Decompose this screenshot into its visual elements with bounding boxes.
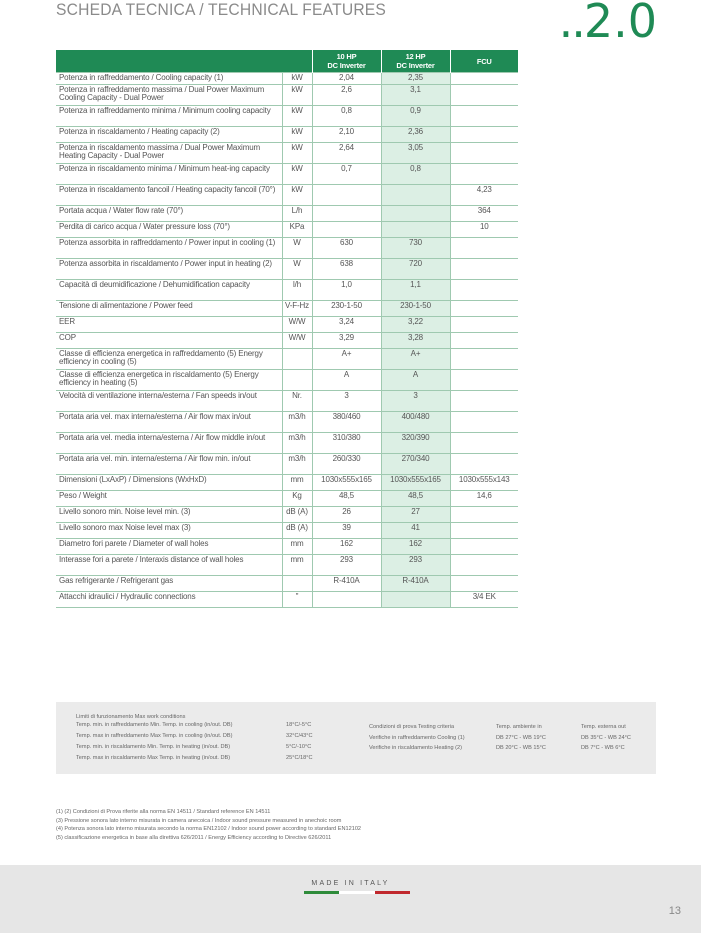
row-value-12hp: 720 [381, 258, 450, 279]
ambient-value: DB 20°C - WB 15°C [496, 745, 546, 751]
row-label: Attacchi idraulici / Hydraulic connections [56, 591, 282, 607]
row-label: Interasse fori a parete / Interaxis distance of wall holes [56, 554, 282, 575]
header-fcu: FCU [450, 50, 518, 73]
row-value-12hp: 0,9 [381, 105, 450, 126]
row-value-fcu [450, 142, 518, 163]
technical-features-table [56, 50, 518, 608]
row-value-10hp: 3 [312, 390, 381, 411]
limit-row-label: Temp. min. in raffreddamento Min. Temp. in cooling (in/out. DB) [76, 722, 233, 728]
row-value-12hp: 48,5 [381, 490, 450, 506]
table-row [56, 538, 518, 554]
row-value-fcu [450, 554, 518, 575]
row-value-fcu [450, 332, 518, 348]
table-row [56, 300, 518, 316]
row-label: Potenza assorbita in raffreddamento / Power input in cooling (1) [56, 237, 282, 258]
table-row [56, 554, 518, 575]
row-value-fcu [450, 411, 518, 432]
product-version [559, 0, 657, 48]
table-row [56, 126, 518, 142]
row-value-fcu [450, 453, 518, 474]
row-unit [282, 369, 312, 390]
version-dots: .. [558, 0, 584, 48]
row-value-fcu [450, 390, 518, 411]
row-value-10hp: 26 [312, 506, 381, 522]
row-value-fcu [450, 522, 518, 538]
row-value-fcu [450, 126, 518, 142]
row-unit: Nr. [282, 390, 312, 411]
row-label: Classe di efficienza energetica in raffreddamento (5) Energy efficiency in cooling (5) [56, 348, 282, 369]
row-unit: mm [282, 474, 312, 490]
italian-flag-icon [304, 891, 410, 894]
table-row [56, 332, 518, 348]
row-label: Portata aria vel. media interna/esterna / Air flow middle in/out [56, 432, 282, 453]
condition-label: Verifiche in riscaldamento Heating (2) [369, 745, 462, 751]
row-label: Livello sonoro max Noise level max (3) [56, 522, 282, 538]
flag-green-stripe [304, 891, 339, 894]
table-row [56, 237, 518, 258]
table-row [56, 432, 518, 453]
row-value-10hp: 1,0 [312, 279, 381, 300]
row-value-12hp: 2,35 [381, 73, 450, 85]
table-row [56, 474, 518, 490]
row-value-fcu: 10 [450, 221, 518, 237]
table-row [56, 522, 518, 538]
row-value-12hp: 3,1 [381, 84, 450, 105]
table-header-row [56, 50, 518, 73]
limit-row-value: 25°C/18°C [286, 755, 313, 761]
row-unit: l/h [282, 279, 312, 300]
row-label: Gas refrigerante / Refrigerant gas [56, 575, 282, 591]
row-value-fcu [450, 279, 518, 300]
row-value-10hp: 2,04 [312, 73, 381, 85]
row-value-12hp: 293 [381, 554, 450, 575]
row-label: Perdita di carico acqua / Water pressure loss (70°) [56, 221, 282, 237]
row-value-fcu [450, 506, 518, 522]
row-unit: W [282, 258, 312, 279]
table-row [56, 369, 518, 390]
row-value-12hp: 162 [381, 538, 450, 554]
row-unit: " [282, 591, 312, 607]
row-label: Portata acqua / Water flow rate (70°) [56, 205, 282, 221]
table-row [56, 591, 518, 607]
row-unit: mm [282, 554, 312, 575]
row-value-10hp: 0,7 [312, 163, 381, 184]
external-heading: Temp. esterna out [581, 724, 626, 730]
flag-red-stripe [375, 891, 410, 894]
row-value-fcu [450, 316, 518, 332]
row-value-12hp: 3 [381, 390, 450, 411]
table-row [56, 73, 518, 85]
row-label: Diametro fori parete / Diameter of wall holes [56, 538, 282, 554]
row-label: Capacità di deumidificazione / Dehumidification capacity [56, 279, 282, 300]
row-value-10hp: 260/330 [312, 453, 381, 474]
row-value-10hp: 293 [312, 554, 381, 575]
table-row [56, 506, 518, 522]
row-value-10hp: 638 [312, 258, 381, 279]
row-unit [282, 348, 312, 369]
row-value-10hp: 1030x555x165 [312, 474, 381, 490]
limit-row-value: 32°C/43°C [286, 733, 313, 739]
row-value-12hp: A [381, 369, 450, 390]
row-label: Potenza in riscaldamento fancoil / Heating capacity fancoil (70°) [56, 184, 282, 205]
row-value-fcu [450, 105, 518, 126]
row-value-12hp [381, 184, 450, 205]
row-value-10hp: 2,6 [312, 84, 381, 105]
row-label: Portata aria vel. min. interna/esterna / Air flow min. in/out [56, 453, 282, 474]
row-value-10hp: 39 [312, 522, 381, 538]
row-value-fcu: 3/4 EK [450, 591, 518, 607]
header-10hp: 10 HP DC Inverter [312, 50, 381, 73]
condition-label: Verifiche in raffreddamento Cooling (1) [369, 735, 465, 741]
row-unit: kW [282, 142, 312, 163]
row-value-10hp: 630 [312, 237, 381, 258]
row-value-12hp: 1,1 [381, 279, 450, 300]
row-value-10hp [312, 184, 381, 205]
row-value-12hp: 41 [381, 522, 450, 538]
row-unit: kW [282, 84, 312, 105]
row-label: Potenza assorbita in riscaldamento / Power input in heating (2) [56, 258, 282, 279]
table-row [56, 221, 518, 237]
row-value-10hp [312, 221, 381, 237]
table-row [56, 105, 518, 126]
header-unit-cell [282, 50, 312, 73]
footnotes [56, 808, 361, 843]
row-unit: KPa [282, 221, 312, 237]
row-value-10hp [312, 591, 381, 607]
row-label: Potenza in riscaldamento minima / Minimum heat-ing capacity [56, 163, 282, 184]
row-value-12hp: 400/480 [381, 411, 450, 432]
row-value-10hp: 162 [312, 538, 381, 554]
table-row [56, 142, 518, 163]
ambient-value: DB 27°C - WB 19°C [496, 735, 546, 741]
row-value-10hp: R-410A [312, 575, 381, 591]
table-row [56, 316, 518, 332]
table-row [56, 348, 518, 369]
row-value-10hp: A [312, 369, 381, 390]
row-unit: m3/h [282, 411, 312, 432]
table-row [56, 390, 518, 411]
table-row [56, 258, 518, 279]
row-value-fcu [450, 432, 518, 453]
limits-heading: Limiti di funzionamento Max work conditions [76, 714, 186, 720]
row-label: Potenza in raffreddamento massima / Dual Power Maximum Cooling Capacity - Dual Power [56, 84, 282, 105]
row-label: Tensione di alimentazione / Power feed [56, 300, 282, 316]
row-label: COP [56, 332, 282, 348]
row-label: Potenza in raffreddamento minima / Minimum cooling capacity [56, 105, 282, 126]
row-label: Dimensioni (LxAxP) / Dimensions (WxHxD) [56, 474, 282, 490]
row-label: Potenza in riscaldamento / Heating capacity (2) [56, 126, 282, 142]
row-value-12hp: 3,22 [381, 316, 450, 332]
row-unit: mm [282, 538, 312, 554]
row-value-fcu [450, 237, 518, 258]
work-conditions-panel [56, 702, 656, 774]
row-value-10hp [312, 205, 381, 221]
row-value-10hp: 3,29 [312, 332, 381, 348]
limit-row-value: 18°C/-5°C [286, 722, 312, 728]
row-value-12hp [381, 221, 450, 237]
page-title: SCHEDA TECNICA / TECHNICAL FEATURES [56, 0, 387, 19]
row-value-12hp: 27 [381, 506, 450, 522]
row-value-12hp: 3,28 [381, 332, 450, 348]
external-value: DB 35°C - WB 24°C [581, 735, 631, 741]
table-row [56, 575, 518, 591]
table-row [56, 490, 518, 506]
version-number: 2.0 [583, 0, 657, 48]
row-value-12hp: 730 [381, 237, 450, 258]
conditions-heading: Condizioni di prova Testing criteria [369, 724, 455, 730]
row-value-12hp: A+ [381, 348, 450, 369]
row-label: Potenza in raffreddamento / Cooling capacity (1) [56, 73, 282, 85]
row-value-12hp: 1030x555x165 [381, 474, 450, 490]
row-unit: m3/h [282, 432, 312, 453]
row-value-10hp: 2,64 [312, 142, 381, 163]
row-value-fcu [450, 258, 518, 279]
row-label: Portata aria vel. max interna/esterna / Air flow max in/out [56, 411, 282, 432]
footnote: (1) (2) Condizioni di Prova riferite alla norma EN 14511 / Standard reference EN 14511 [56, 809, 271, 815]
table-row [56, 205, 518, 221]
row-unit: kW [282, 184, 312, 205]
page-number: 13 [668, 905, 681, 917]
row-label: Velocità di ventilazione interna/esterna / Fan speeds in/out [56, 390, 282, 411]
row-value-12hp: R-410A [381, 575, 450, 591]
page-footer [0, 865, 701, 933]
limit-row-label: Temp. max in riscaldamento Max Temp. in heating (in/out. DB) [76, 755, 231, 761]
row-value-fcu: 4,23 [450, 184, 518, 205]
row-value-10hp: A+ [312, 348, 381, 369]
header-label-cell [56, 50, 282, 73]
ambient-heading: Temp. ambiente in [496, 724, 542, 730]
row-value-10hp: 380/460 [312, 411, 381, 432]
row-value-10hp: 310/380 [312, 432, 381, 453]
row-unit: kW [282, 126, 312, 142]
row-unit: m3/h [282, 453, 312, 474]
limit-row-label: Temp. max in raffreddamento Max Temp. in cooling (in/out. DB) [76, 733, 233, 739]
row-unit: kW [282, 73, 312, 85]
row-unit: L/h [282, 205, 312, 221]
row-unit: W [282, 237, 312, 258]
row-value-fcu: 364 [450, 205, 518, 221]
row-label: Classe di efficienza energetica in riscaldamento (5) Energy efficiency in heating (5) [56, 369, 282, 390]
row-value-12hp [381, 591, 450, 607]
row-label: Livello sonoro min. Noise level min. (3) [56, 506, 282, 522]
limit-row-value: 5°C/-10°C [286, 744, 312, 750]
header-12hp: 12 HP DC Inverter [381, 50, 450, 73]
table-row [56, 163, 518, 184]
row-value-fcu [450, 538, 518, 554]
made-in-italy-label: MADE IN ITALY [311, 880, 390, 887]
row-unit: W/W [282, 332, 312, 348]
footnote: (5) classificazione energetica in base alla direttiva 626/2011 / Energy Efficiency according to Directive 626/2011 [56, 835, 332, 842]
row-value-12hp: 2,36 [381, 126, 450, 142]
row-value-10hp: 48,5 [312, 490, 381, 506]
row-unit: W/W [282, 316, 312, 332]
row-value-fcu [450, 300, 518, 316]
footnote: (4) Potenza sonora lato interno misurata secondo la norma EN12102 / Indoor sound power according to standard EN12102 [56, 826, 362, 833]
row-unit: dB (A) [282, 506, 312, 522]
row-value-10hp: 2,10 [312, 126, 381, 142]
row-value-fcu [450, 84, 518, 105]
flag-white-stripe [339, 891, 374, 894]
row-value-12hp: 3,05 [381, 142, 450, 163]
row-value-fcu [450, 163, 518, 184]
row-value-10hp: 0,8 [312, 105, 381, 126]
row-value-fcu: 1030x555x143 [450, 474, 518, 490]
limit-row-label: Temp. min. in riscaldamento Min. Temp. in heating (in/out. DB) [76, 744, 231, 750]
row-unit: kW [282, 163, 312, 184]
row-label: EER [56, 316, 282, 332]
row-unit [282, 575, 312, 591]
row-value-fcu [450, 369, 518, 390]
table-row [56, 184, 518, 205]
row-value-12hp: 230-1-50 [381, 300, 450, 316]
row-value-12hp: 320/390 [381, 432, 450, 453]
row-label: Potenza in riscaldamento massima / Dual Power Maximum Heating Capacity - Dual Power [56, 142, 282, 163]
row-value-10hp: 230-1-50 [312, 300, 381, 316]
table-row [56, 453, 518, 474]
row-label: Peso / Weight [56, 490, 282, 506]
row-value-12hp: 270/340 [381, 453, 450, 474]
row-unit: dB (A) [282, 522, 312, 538]
row-value-12hp: 0,8 [381, 163, 450, 184]
row-value-fcu [450, 348, 518, 369]
table-row [56, 84, 518, 105]
table-row [56, 279, 518, 300]
footnote: (3) Pressione sonora lato interno misurata in camera anecoica / Indoor sound pressure measured in anechoic room [56, 817, 342, 824]
row-unit: V-F-Hz [282, 300, 312, 316]
row-value-10hp: 3,24 [312, 316, 381, 332]
row-value-fcu: 14,6 [450, 490, 518, 506]
row-unit: kW [282, 105, 312, 126]
table-row [56, 411, 518, 432]
row-value-12hp [381, 205, 450, 221]
external-value: DB 7°C - WB 6°C [581, 745, 625, 751]
row-unit: Kg [282, 490, 312, 506]
row-value-fcu [450, 575, 518, 591]
row-value-fcu [450, 73, 518, 85]
